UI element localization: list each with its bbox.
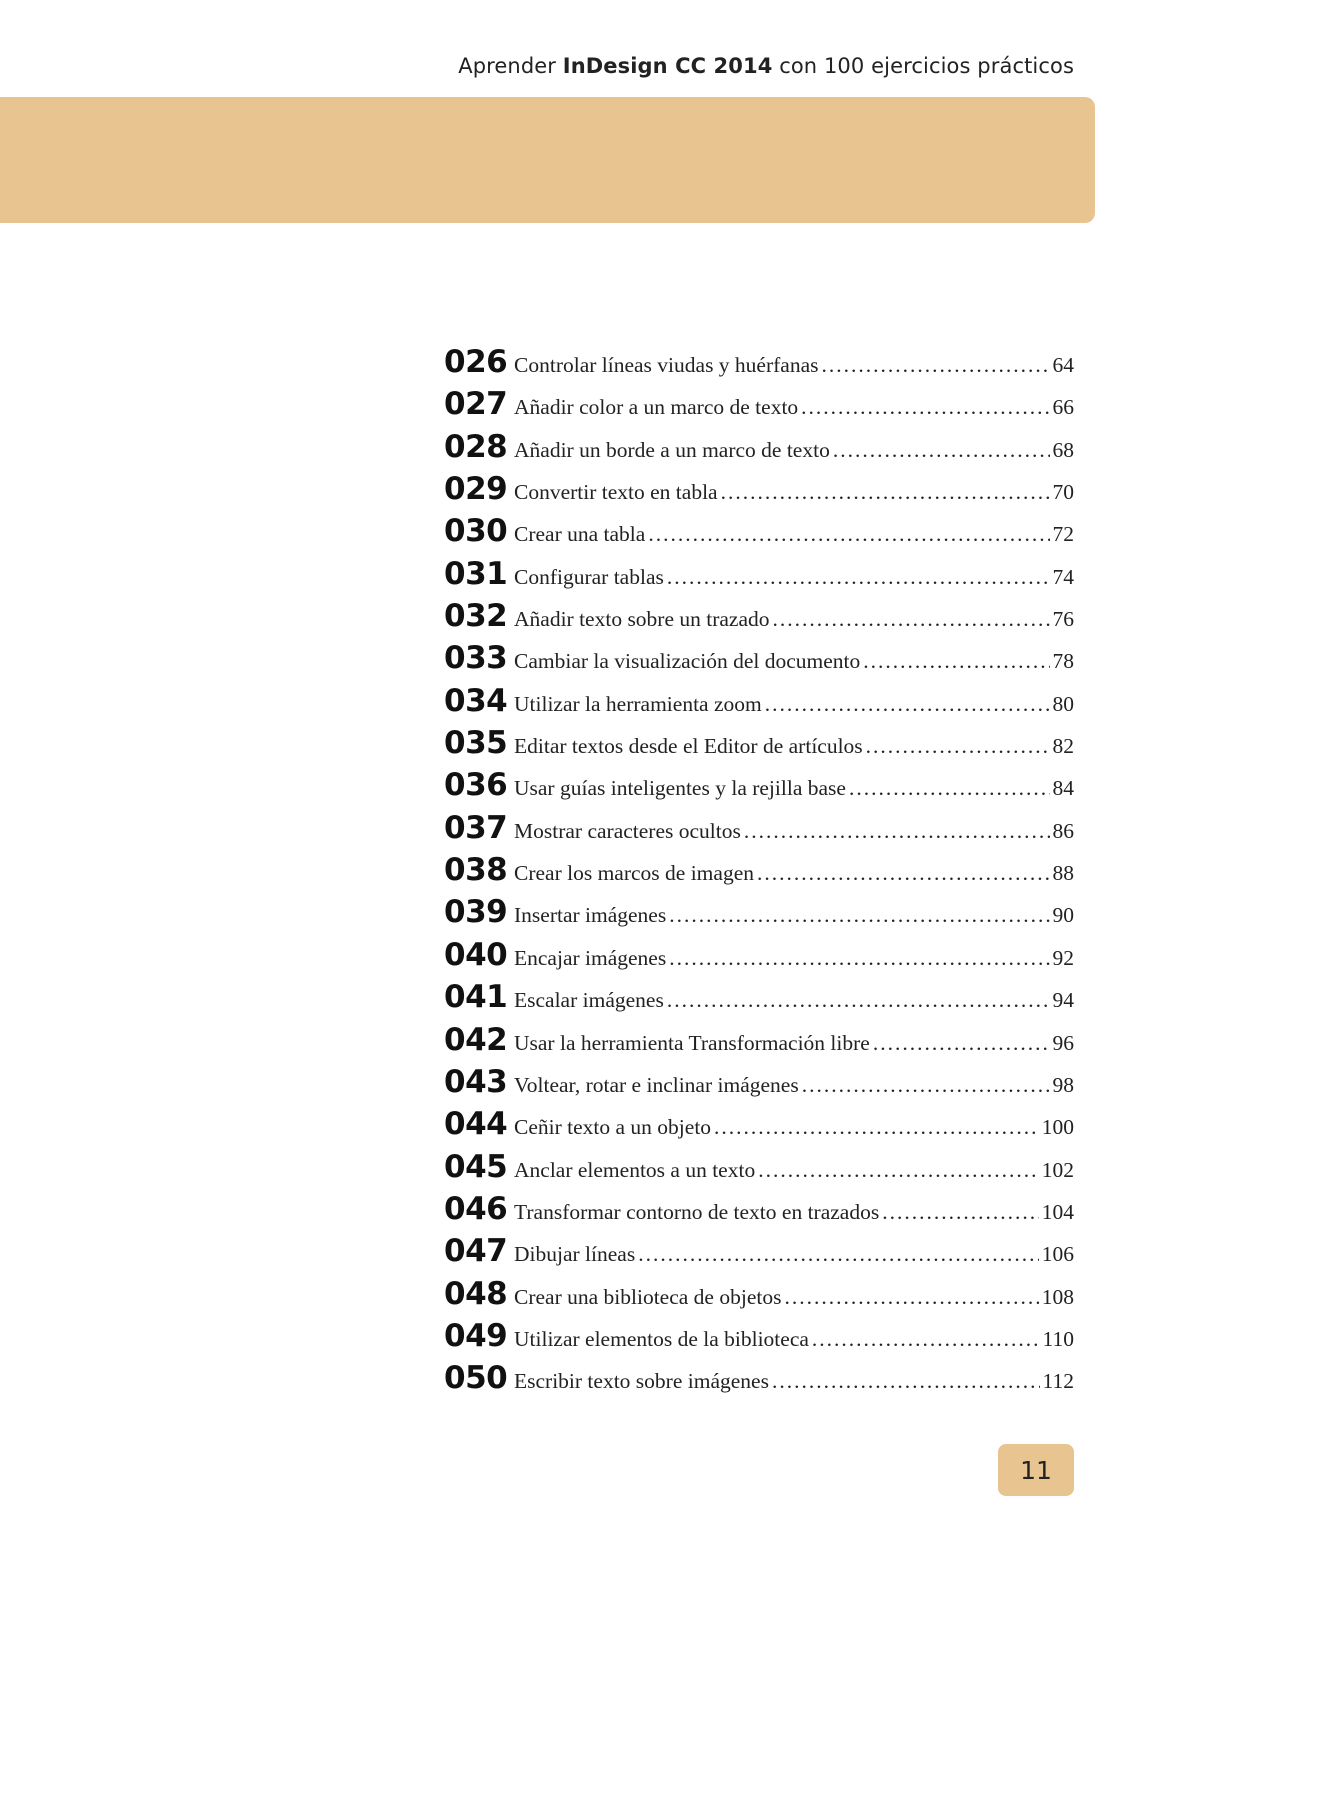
toc-entry-number: 050 (444, 1360, 508, 1397)
toc-entry-page: 104 (1041, 1199, 1074, 1224)
table-of-contents (444, 344, 1074, 1403)
toc-dot-leader (773, 607, 1050, 632)
toc-entry[interactable] (444, 1233, 1074, 1275)
toc-entry-title: Insertar imágenes (514, 903, 667, 928)
toc-entry[interactable] (444, 1318, 1074, 1360)
toc-entry-page: 94 (1052, 988, 1074, 1013)
toc-entry-number: 049 (444, 1317, 508, 1354)
toc-entry-title: Utilizar elementos de la biblioteca (514, 1326, 809, 1351)
page-number-badge (998, 1444, 1074, 1496)
toc-dot-leader (758, 1158, 1039, 1183)
toc-entry-page: 86 (1052, 818, 1074, 843)
toc-dot-leader (833, 438, 1050, 463)
toc-dot-leader (882, 1200, 1039, 1225)
toc-entry-page: 84 (1052, 776, 1074, 801)
toc-dot-leader (822, 353, 1050, 378)
toc-entry-page: 76 (1052, 607, 1074, 632)
toc-entry-number: 032 (444, 598, 508, 635)
toc-entry[interactable] (444, 1064, 1074, 1106)
toc-entry-number: 046 (444, 1190, 508, 1227)
toc-dot-leader (772, 1369, 1040, 1394)
toc-entry-title: Anclar elementos a un texto (514, 1157, 756, 1182)
toc-entry-number: 028 (444, 428, 508, 465)
toc-entry[interactable] (444, 1276, 1074, 1318)
toc-entry-number: 043 (444, 1063, 508, 1100)
toc-entry-page: 110 (1042, 1326, 1074, 1351)
toc-entry-number: 037 (444, 809, 508, 846)
toc-dot-leader (757, 861, 1050, 886)
toc-entry-title: Voltear, rotar e inclinar imágenes (514, 1072, 799, 1097)
toc-entry-page: 90 (1052, 903, 1074, 928)
toc-dot-leader (849, 776, 1050, 801)
header-book-title: InDesign CC 2014 (562, 54, 773, 78)
toc-entry-title: Añadir un borde a un marco de texto (514, 437, 830, 462)
toc-entry-title: Cambiar la visualización del documento (514, 649, 861, 674)
toc-entry-number: 031 (444, 555, 508, 592)
toc-entry-number: 027 (444, 386, 508, 423)
toc-entry[interactable] (444, 513, 1074, 555)
toc-entry-number: 044 (444, 1106, 508, 1143)
toc-entry[interactable] (444, 725, 1074, 767)
toc-entry-title: Añadir texto sobre un trazado (514, 607, 770, 632)
toc-entry[interactable] (444, 683, 1074, 725)
toc-entry-title: Encajar imágenes (514, 945, 667, 970)
toc-entry-title: Utilizar la herramienta zoom (514, 691, 762, 716)
toc-entry[interactable] (444, 1360, 1074, 1402)
toc-entry-title: Crear una tabla (514, 522, 646, 547)
toc-entry-title: Añadir color a un marco de texto (514, 395, 799, 420)
toc-entry-page: 96 (1052, 1030, 1074, 1055)
toc-dot-leader (873, 1031, 1050, 1056)
toc-entry-page: 72 (1052, 522, 1074, 547)
toc-entry-number: 047 (444, 1233, 508, 1270)
toc-entry[interactable] (444, 852, 1074, 894)
toc-entry-page: 106 (1041, 1242, 1074, 1267)
toc-entry[interactable] (444, 429, 1074, 471)
toc-entry[interactable] (444, 598, 1074, 640)
toc-entry-title: Convertir texto en tabla (514, 480, 718, 505)
toc-dot-leader (744, 819, 1050, 844)
toc-entry[interactable] (444, 386, 1074, 428)
toc-entry-title: Crear los marcos de imagen (514, 861, 754, 886)
toc-entry-title: Dibujar líneas (514, 1242, 636, 1267)
toc-entry-number: 045 (444, 1148, 508, 1185)
toc-entry[interactable] (444, 1191, 1074, 1233)
toc-entry-title: Controlar líneas viudas y huérfanas (514, 353, 819, 377)
header-suffix: con 100 ejercicios prácticos (772, 54, 1074, 78)
toc-entry[interactable] (444, 1106, 1074, 1148)
toc-entry[interactable] (444, 640, 1074, 682)
toc-dot-leader (721, 480, 1050, 505)
toc-entry-number: 039 (444, 894, 508, 931)
toc-dot-leader (667, 565, 1050, 590)
toc-entry-page: 98 (1052, 1072, 1074, 1097)
page-number: 11 (1020, 1455, 1052, 1485)
toc-dot-leader (714, 1115, 1039, 1140)
toc-dot-leader (802, 1073, 1050, 1098)
toc-entry-number: 026 (444, 344, 508, 380)
toc-entry-number: 041 (444, 979, 508, 1016)
toc-entry[interactable] (444, 471, 1074, 513)
toc-entry-page: 102 (1041, 1157, 1074, 1182)
toc-entry-page: 74 (1052, 564, 1074, 589)
toc-entry-title: Transformar contorno de texto en trazados (514, 1199, 880, 1224)
chapter-banner (0, 97, 1095, 223)
toc-entry-title: Escribir texto sobre imágenes (514, 1369, 769, 1394)
toc-entry-number: 036 (444, 767, 508, 804)
toc-dot-leader (866, 734, 1050, 759)
toc-entry-number: 029 (444, 471, 508, 508)
toc-entry-page: 100 (1041, 1115, 1074, 1140)
toc-entry-number: 033 (444, 640, 508, 677)
toc-entry-number: 038 (444, 852, 508, 889)
toc-entry-page: 88 (1052, 861, 1074, 886)
toc-dot-leader (765, 692, 1050, 717)
toc-entry[interactable] (444, 979, 1074, 1021)
toc-entry[interactable] (444, 1149, 1074, 1191)
toc-entry-page: 66 (1052, 395, 1074, 420)
toc-entry-title: Escalar imágenes (514, 988, 664, 1013)
toc-dot-leader (648, 522, 1049, 547)
toc-entry-number: 034 (444, 682, 508, 719)
toc-entry-page: 92 (1052, 945, 1074, 970)
toc-entry[interactable] (444, 937, 1074, 979)
toc-entry-title: Crear una biblioteca de objetos (514, 1284, 782, 1309)
toc-dot-leader (667, 988, 1050, 1013)
toc-entry-page: 108 (1041, 1284, 1074, 1309)
toc-entry-number: 048 (444, 1275, 508, 1312)
toc-dot-leader (812, 1327, 1040, 1352)
toc-entry-page: 64 (1052, 353, 1074, 377)
toc-dot-leader (863, 649, 1049, 674)
toc-dot-leader (669, 903, 1049, 928)
toc-entry-title: Usar la herramienta Transformación libre (514, 1030, 870, 1055)
toc-entry[interactable] (444, 344, 1074, 386)
toc-dot-leader (669, 946, 1049, 971)
toc-dot-leader (638, 1242, 1039, 1267)
toc-entry[interactable] (444, 556, 1074, 598)
toc-entry-page: 80 (1052, 691, 1074, 716)
running-header (458, 54, 1074, 78)
toc-entry-title: Configurar tablas (514, 564, 664, 589)
toc-entry[interactable] (444, 810, 1074, 852)
toc-entry-page: 112 (1042, 1369, 1074, 1394)
toc-entry-page: 82 (1052, 734, 1074, 759)
toc-entry-number: 042 (444, 1021, 508, 1058)
toc-entry[interactable] (444, 767, 1074, 809)
toc-entry[interactable] (444, 894, 1074, 936)
toc-entry-page: 68 (1052, 437, 1074, 462)
toc-entry-title: Mostrar caracteres ocultos (514, 818, 741, 843)
toc-dot-leader (801, 395, 1049, 420)
toc-entry-number: 035 (444, 725, 508, 762)
toc-entry-title: Ceñir texto a un objeto (514, 1115, 712, 1140)
toc-entry-page: 70 (1052, 480, 1074, 505)
toc-entry-title: Editar textos desde el Editor de artículos (514, 734, 863, 759)
toc-entry[interactable] (444, 1022, 1074, 1064)
toc-entry-page: 78 (1052, 649, 1074, 674)
toc-entry-title: Usar guías inteligentes y la rejilla base (514, 776, 846, 801)
header-prefix: Aprender (458, 54, 563, 78)
toc-entry-number: 040 (444, 936, 508, 973)
toc-dot-leader (784, 1285, 1038, 1310)
toc-entry-number: 030 (444, 513, 508, 550)
